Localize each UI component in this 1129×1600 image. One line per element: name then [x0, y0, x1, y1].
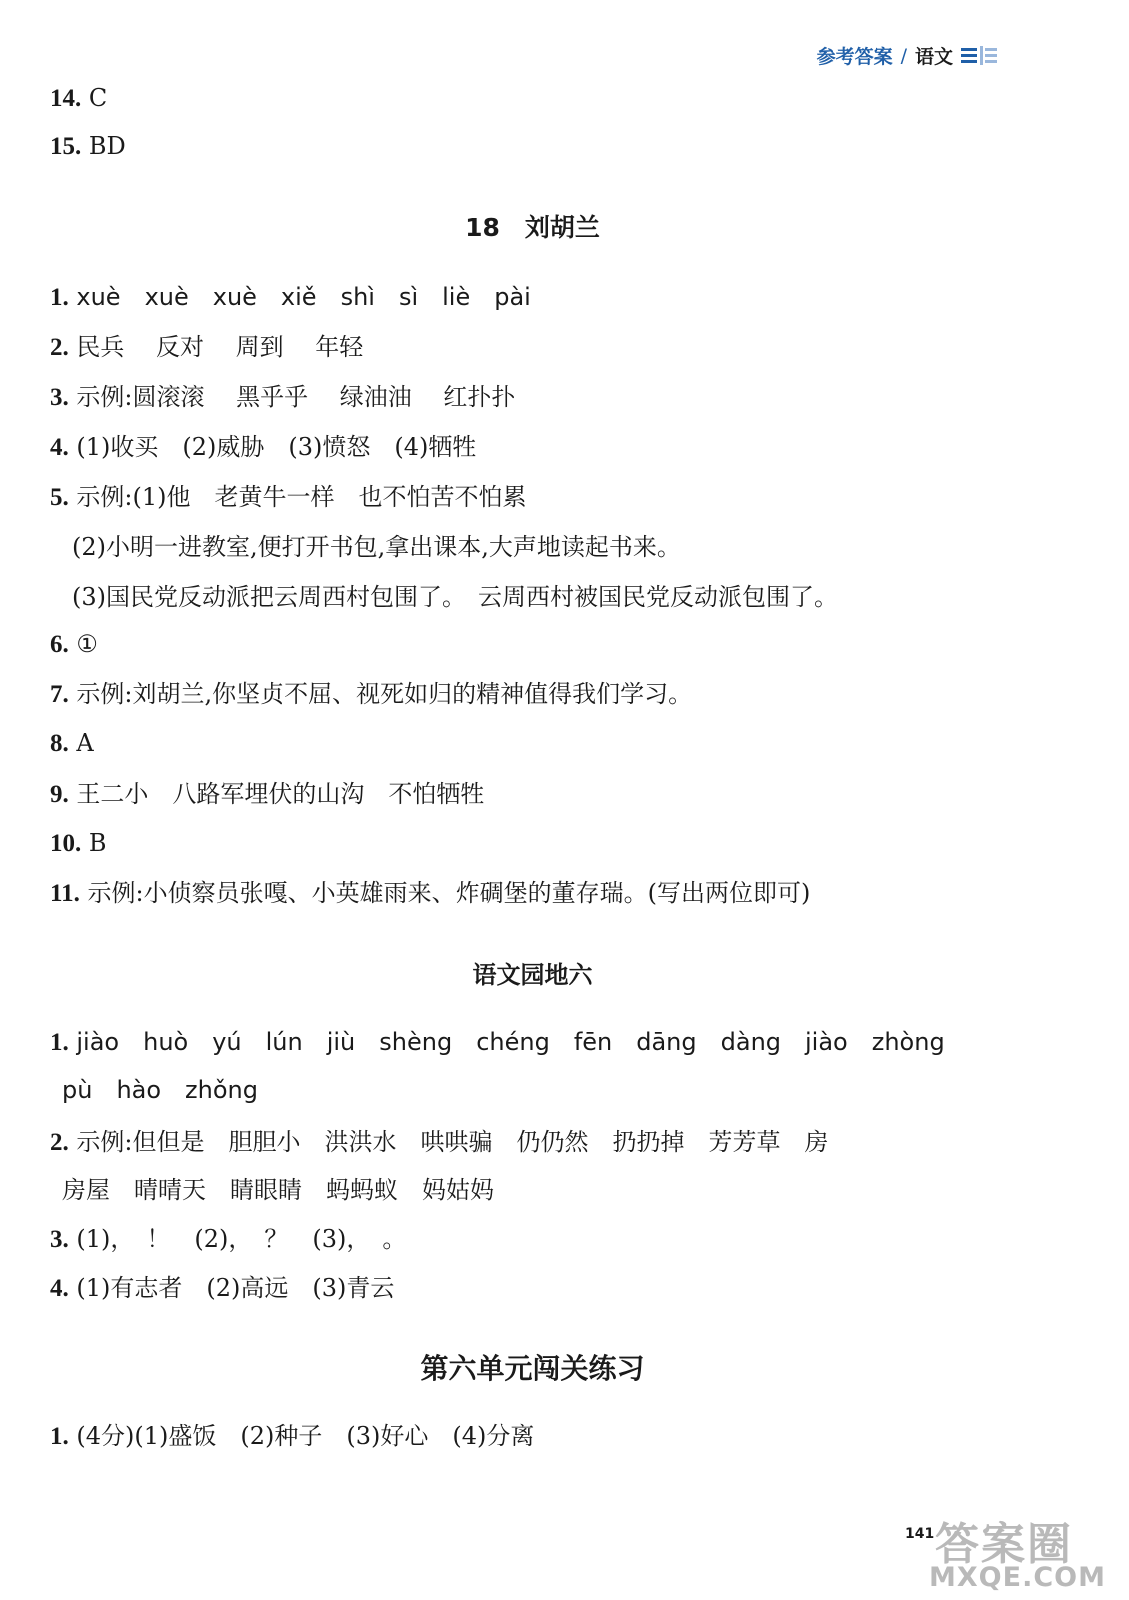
answer-line: 7. 示例:刘胡兰,你坚贞不屈、视死如归的精神值得我们学习。: [50, 680, 693, 708]
watermark-url: MXQE.COM: [929, 1562, 1106, 1593]
answer-line: 15. BD: [50, 132, 126, 160]
answer-line: 6. ①: [50, 630, 98, 658]
answer-line: 2. 民兵 反对 周到 年轻: [50, 333, 364, 361]
section-title-yuwen: 语文园地六: [472, 961, 593, 989]
answer-line: 3. 示例:圆滚滚 黑乎乎 绿油油 红扑扑: [50, 383, 516, 411]
answer-line: 4. (1)有志者 (2)高远 (3)青云: [50, 1274, 395, 1302]
answer-line: 房屋 晴晴天 睛眼睛 蚂蚂蚁 妈姑妈: [62, 1176, 494, 1204]
answer-line: 1. xuè xuè xuè xiě shì sì liè pài: [50, 283, 531, 311]
section-title-18: 18 刘胡兰: [465, 213, 600, 242]
answer-line: 10. B: [50, 829, 107, 857]
page-header: [817, 42, 999, 69]
answer-line: 5. 示例:(1)他 老黄牛一样 也不怕苦不怕累: [50, 483, 527, 511]
watermark-text: 答案圈: [935, 1519, 1073, 1570]
answer-line: 14. C: [50, 84, 108, 112]
answer-line: (3)国民党反动派把云周西村包围了。 云周西村被国民党反动派包围了。: [72, 583, 838, 611]
answer-line: 3. (1)， ！ (2)， ？ (3)， 。: [50, 1225, 407, 1253]
answer-line: pù hào zhǒng: [62, 1076, 258, 1104]
book-stripes-icon: [961, 45, 999, 67]
answer-line: 1. (4分)(1)盛饭 (2)种子 (3)好心 (4)分离: [50, 1422, 535, 1450]
answer-line: 9. 王二小 八路军埋伏的山沟 不怕牺牲: [50, 780, 485, 808]
answer-line: 2. 示例:但但是 胆胆小 洪洪水 哄哄骗 仍仍然 扔扔掉 芳芳草 房: [50, 1128, 829, 1156]
section-title-unit: 第六单元闯关练习: [420, 1352, 645, 1385]
header-slash: /: [900, 44, 907, 67]
answer-line: 11. 示例:小侦察员张嘎、小英雄雨来、炸碉堡的董存瑞。(写出两位即可): [50, 879, 811, 907]
answer-line: 4. (1)收买 (2)威胁 (3)愤怒 (4)牺牲: [50, 433, 477, 461]
answer-line: (2)小明一进教室,便打开书包,拿出课本,大声地读起书来。: [72, 533, 681, 561]
header-answers-label: 参考答案: [816, 46, 893, 68]
header-subject-label: 语文: [914, 46, 953, 68]
answer-line: 8. A: [50, 729, 94, 757]
page-number: 141: [905, 1526, 935, 1542]
answer-line: 1. jiào huò yú lún jiù shèng chéng fēn dāng dàng jiào zhòng: [50, 1028, 945, 1056]
watermark-logo: [925, 1508, 1125, 1596]
